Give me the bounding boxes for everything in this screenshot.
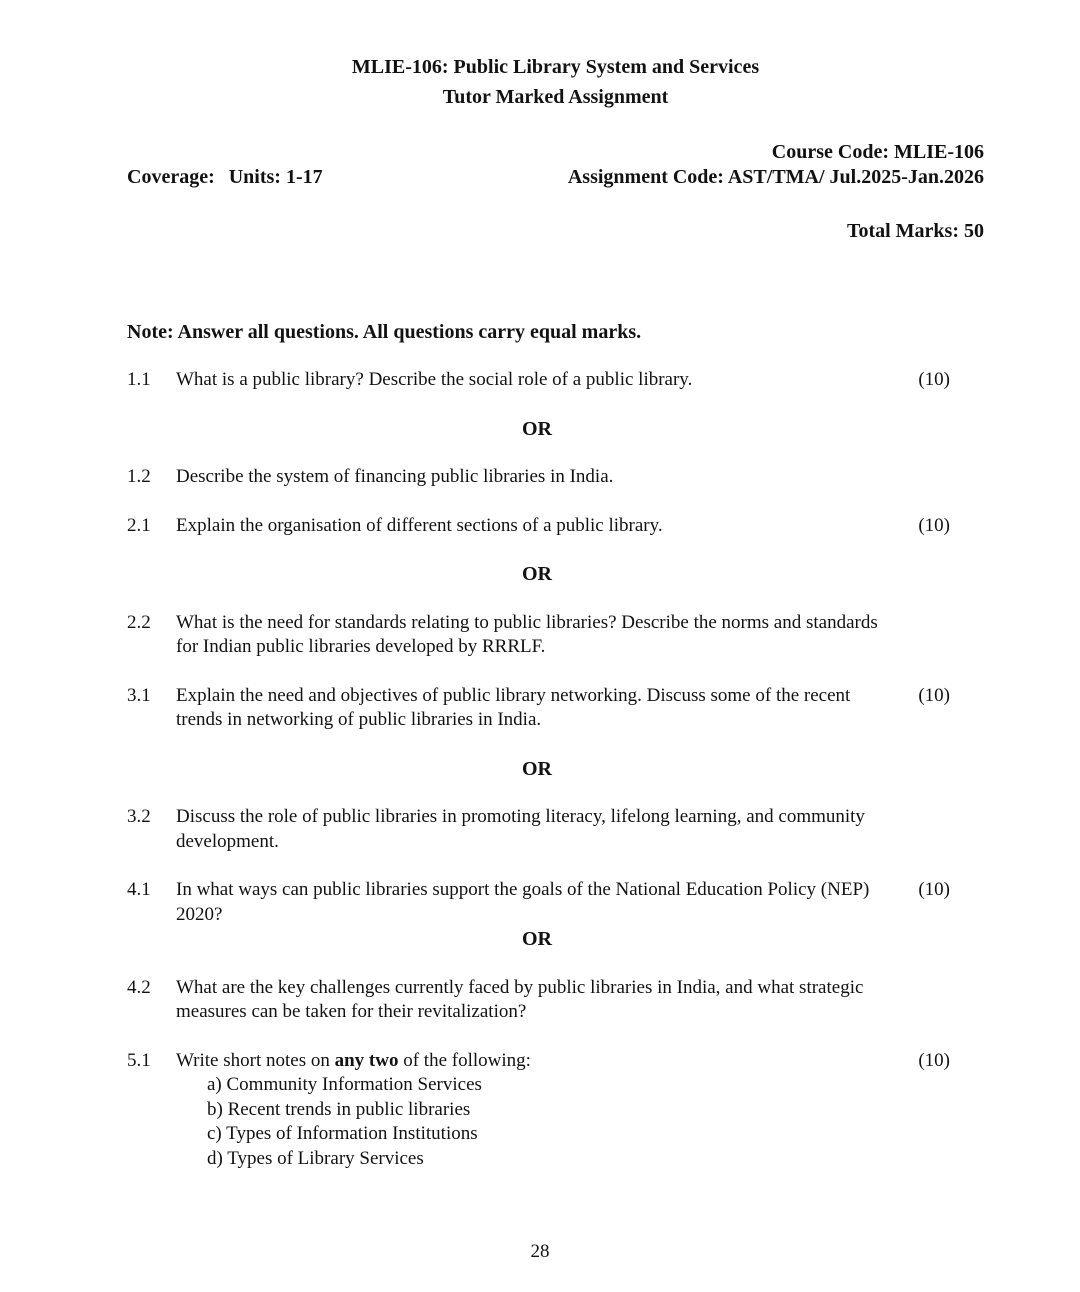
codes-block [127,140,984,244]
course-title: MLIE-106: Public Library System and Services [351,56,760,78]
coverage [127,165,323,190]
question-subitem: d) Types of Library Services [207,1147,424,1169]
total-marks: Total Marks: 50 [846,220,984,242]
question-text [176,976,886,1025]
question-body [176,878,886,927]
question-number: 1.1 [127,369,151,390]
question-marks: (10) [918,1049,950,1071]
question-row [127,611,950,660]
question-body [176,611,886,660]
question-text [176,684,886,733]
question-body [176,684,886,733]
or-divider: OR [522,563,552,585]
course-code: Course Code: MLIE-106 [771,141,984,163]
question-text [176,1049,886,1074]
question-text-run: Explain the organisation of different sections of a public library. [176,514,663,536]
question-row [127,465,950,490]
question-text [176,611,886,660]
question-body [176,465,886,490]
question-row [127,805,950,854]
title-block [127,52,984,112]
question-text-run: Explain the need and objectives of public library networking. Discuss some of the recent trends in networking of public libraries in India. [176,684,851,730]
assignment-title: Tutor Marked Assignment [442,86,669,108]
question-body [176,805,886,854]
coverage-value: Units: 1-17 [228,165,323,188]
question-body [176,514,886,539]
question-row [127,368,950,393]
question-body [176,368,886,393]
question-text-run: What are the key challenges currently faced by public libraries in India, and what strategic measures can be taken for their revitalization? [176,976,864,1022]
question-marks: (10) [918,684,950,706]
question-text-run: In what ways can public libraries support the goals of the National Education Policy (NEP) 2020? [176,879,870,925]
question-text-bold-run: any two [334,1049,399,1071]
or-divider: OR [522,417,552,440]
question-text-run: Write short notes on [176,1049,335,1071]
question-text [176,514,886,539]
question-row [127,878,950,927]
assignment-code: Assignment Code: AST/TMA/ Jul.2025-Jan.2026 [567,165,984,188]
question-text [176,368,886,393]
question-subitem: a) Community Information Services [207,1074,482,1095]
question-number: 4.2 [127,976,151,998]
question-text-run: What is a public library? Describe the social role of a public library. [176,369,693,390]
question-marks: (10) [918,514,950,536]
question-text [176,465,886,490]
coverage-assignment-line [127,165,984,190]
page-number: 28 [530,1240,550,1262]
question-number: 2.1 [127,514,151,536]
note-line: Note: Answer all questions. All questions carry equal marks. [127,320,642,343]
question-subitems [207,1073,886,1171]
question-text-run: of the following: [398,1049,531,1071]
question-row [127,514,950,539]
question-number: 2.2 [127,611,151,633]
question-text-run: Discuss the role of public libraries in promoting literacy, lifelong learning, and community development. [176,806,865,852]
question-subitem: b) Recent trends in public libraries [207,1098,471,1120]
question-row [127,1049,950,1172]
or-divider: OR [522,928,552,950]
question-body [176,1049,886,1172]
question-number: 4.1 [127,879,151,900]
question-text-run: What is the need for standards relating to public libraries? Describe the norms and standards for Indian public libraries developed by RRRLF. [176,611,878,657]
question-number: 5.1 [127,1049,151,1071]
question-number: 1.2 [127,466,151,487]
question-marks: (10) [918,879,950,900]
or-divider: OR [522,757,552,780]
question-row [127,684,950,733]
coverage-label: Coverage: [127,165,215,188]
question-text-run: Describe the system of financing public libraries in India. [176,466,614,487]
question-list [127,368,984,1171]
question-number: 3.1 [127,684,151,706]
question-text [176,805,886,854]
question-row [127,976,950,1025]
question-number: 3.2 [127,806,151,827]
question-subitem: c) Types of Information Institutions [207,1123,478,1144]
question-text [176,878,886,927]
question-marks: (10) [918,369,950,390]
question-body [176,976,886,1025]
